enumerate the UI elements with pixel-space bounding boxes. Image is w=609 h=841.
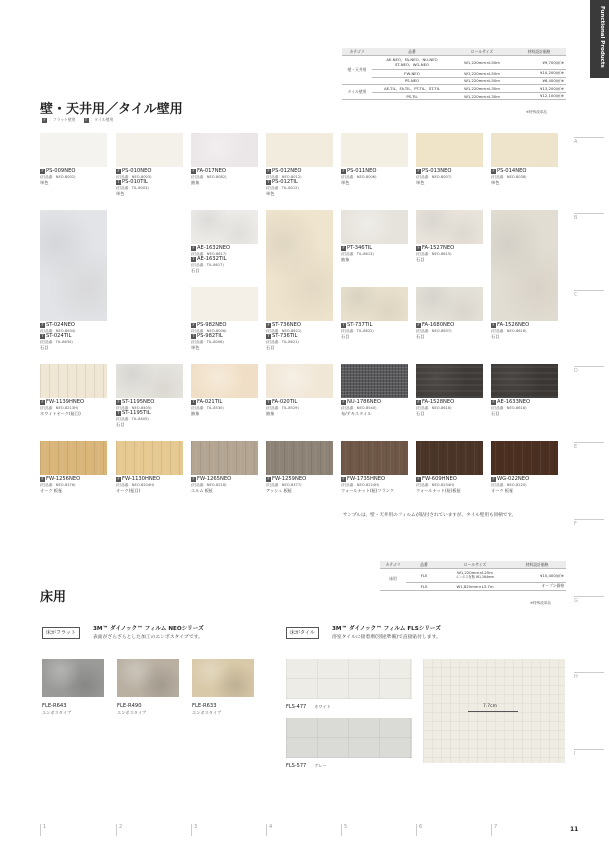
- item-pattern: 抽象: [341, 257, 350, 262]
- item-code-text: PS-013NEO: [422, 168, 452, 174]
- table-cell: W1,220mm×L50m: [452, 56, 512, 70]
- row-letter: A: [574, 137, 604, 145]
- item-code-text: PS-011NEO: [347, 168, 377, 174]
- item-code-text: FA-021TIL: [197, 399, 223, 405]
- floor-desc: エンボスタイプ: [117, 710, 147, 715]
- wall-note: サンプルは、壁・天井用のフィルムが貼付されていますが、タイル壁用も同柄です。: [343, 513, 517, 518]
- item-old-code: (旧品番：NEO-8618): [416, 406, 452, 410]
- item-pattern: 単色: [266, 191, 275, 196]
- item-code-text: FW-1265NEO: [197, 476, 232, 482]
- wall-price-table: [342, 48, 566, 100]
- legend: [42, 118, 113, 123]
- item-badge: F: [41, 323, 44, 328]
- item-old-code: (旧品番：NEO-8220): [491, 483, 527, 487]
- flat-desc: 表面がざらざらとした加工のエンボスタイプです。: [93, 635, 203, 640]
- flat-tag: 床がフラット: [42, 627, 80, 639]
- floor-swatch[interactable]: [117, 659, 179, 697]
- table-header: ロールサイズ: [442, 561, 508, 569]
- floor-desc: グレー: [314, 763, 327, 768]
- table-cell: ¥9,700/㎡※: [512, 56, 566, 70]
- page-number: 11: [570, 826, 579, 833]
- table-cell: ¥10,200/㎡※: [512, 70, 566, 78]
- item-code-text: FA-017NEO: [197, 168, 226, 174]
- swatch[interactable]: [341, 210, 408, 244]
- table-cell: オープン価格: [508, 583, 566, 591]
- item-badge: F: [192, 169, 195, 174]
- table-header: カテゴリ: [342, 48, 372, 56]
- swatch[interactable]: [266, 210, 333, 321]
- item-old-code: (旧品番：NEO-8002): [40, 175, 76, 179]
- item-code-text: ST-1195NEO: [122, 399, 155, 405]
- table-cell: 壁・天井用: [342, 56, 372, 85]
- table-cell: PS-NEO: [372, 77, 452, 85]
- item-code-text: WG-022NEO: [497, 476, 530, 482]
- swatch[interactable]: [266, 133, 333, 167]
- item-badge: F: [342, 169, 345, 174]
- item-old-code: (旧品番：TIL-8617): [191, 263, 224, 267]
- swatch[interactable]: [416, 364, 483, 398]
- item-old-code: (旧品番：NEO-8213H): [40, 406, 79, 410]
- legend-flat-label: ：フラット壁用: [49, 117, 76, 123]
- table-cell: W1,820mm×L3.7m: [442, 583, 508, 591]
- item-badge: F: [117, 477, 120, 482]
- item-badge: T: [192, 400, 195, 405]
- table-row: [380, 583, 566, 591]
- table-cell: FLE: [406, 569, 442, 583]
- item-old-code: (旧品番：TIL-8003): [116, 186, 149, 190]
- item-badge: F: [267, 477, 270, 482]
- table-cell: [442, 569, 508, 583]
- item-pattern: 石目: [491, 334, 500, 339]
- legend-tile-label: ：タイル壁用: [90, 117, 114, 123]
- item-badge: F: [192, 477, 195, 482]
- item-pattern: 石目: [491, 411, 500, 416]
- item-old-code: (旧品番：TIL-8006): [191, 340, 224, 344]
- item-badge: F: [492, 477, 495, 482]
- swatch[interactable]: [191, 210, 258, 244]
- swatch[interactable]: [416, 210, 483, 244]
- swatch[interactable]: [341, 287, 408, 321]
- item-code-text: AE-1632NEO: [197, 245, 231, 251]
- swatch[interactable]: [191, 364, 258, 398]
- floor-code: FLE-R633: [192, 703, 217, 709]
- table-header: 品番: [406, 561, 442, 569]
- tile-tag: 床がタイル: [286, 627, 319, 639]
- table-cell: AE-NEO、FA-NEO、NU-NEO ST-NEO、WG-NEO: [372, 56, 452, 70]
- item-code-text: ST-1195TIL: [122, 410, 151, 416]
- item-code-text: AE-1632TIL: [197, 256, 227, 262]
- item-code-text: FA-1527NEO: [422, 245, 455, 251]
- swatch[interactable]: [40, 210, 107, 321]
- item-code-text: FW-1256NEO: [46, 476, 81, 482]
- column-number: 6: [416, 824, 422, 836]
- table-cell: ¥12,100/㎡※: [512, 92, 566, 100]
- item-old-code: (旧品番：NEO-8540): [341, 406, 377, 410]
- item-badge: F: [41, 477, 44, 482]
- item-old-code: (旧品番：TIL-8621): [266, 340, 299, 344]
- item-code-text: FW-1139HNEO: [46, 399, 85, 405]
- floor-title: 床用: [40, 590, 67, 605]
- item-old-code: (旧品番：NEO-8634): [40, 329, 76, 333]
- floor-code: FLS-477: [286, 704, 307, 710]
- item-old-code: (旧品番：NEO-8218): [191, 483, 227, 487]
- floor-label: [286, 763, 327, 769]
- tile-series: 3M™ ダイノック™ フィルム FLSシリーズ: [332, 626, 441, 632]
- table-cell: ¥15,400/㎡※: [508, 569, 566, 583]
- item-code-text: NU-1786NEO: [347, 399, 381, 405]
- swatch[interactable]: [416, 133, 483, 167]
- item-badge: F: [417, 323, 420, 328]
- page-title: 壁・天井用／タイル壁用: [40, 102, 183, 117]
- floor-code: FLE-R490: [117, 703, 142, 709]
- floor-desc: エンボスタイプ: [42, 710, 72, 715]
- item-old-code: (旧品番：NEO-8618): [491, 406, 527, 410]
- item-old-code: (旧品番：NEO-8006): [341, 175, 377, 179]
- item-pattern: 単色: [491, 180, 500, 185]
- swatch[interactable]: [491, 210, 558, 321]
- table-cell: AE-TIL、FA-TIL、PT-TIL、ST-TIL: [372, 85, 452, 93]
- item-code-text: AE-1633NEO: [497, 399, 531, 405]
- table-cell: タイル壁用: [342, 85, 372, 100]
- item-badge: F: [192, 323, 195, 328]
- swatch[interactable]: [191, 133, 258, 167]
- floor-swatch[interactable]: [286, 718, 412, 758]
- table-row: [342, 77, 566, 85]
- item-badge: F: [417, 400, 420, 405]
- item-code-text: PS-009NEO: [46, 168, 76, 174]
- item-badge: T: [192, 334, 195, 339]
- swatch[interactable]: [416, 287, 483, 321]
- item-badge: F: [492, 169, 495, 174]
- item-badge: T: [41, 334, 44, 339]
- item-old-code: (旧品番：NEO-8376): [40, 483, 76, 487]
- item-pattern: 単色: [116, 191, 125, 196]
- swatch[interactable]: [191, 287, 258, 321]
- flat-badge: F: [43, 118, 46, 122]
- row-letter: E: [574, 442, 604, 450]
- item-old-code: (旧品番：TIL-8405): [116, 417, 149, 421]
- item-code-text: ST-736TIL: [272, 333, 298, 339]
- column-number: 7: [491, 824, 497, 836]
- item-badge: T: [192, 257, 195, 262]
- item-pattern: 単色: [416, 180, 425, 185]
- swatch[interactable]: [491, 364, 558, 398]
- size-main: W1,220mm×L25m: [457, 570, 493, 576]
- tile-desc: 浴室タイルに接着剤(別途準備)で直接貼付します。: [332, 635, 441, 640]
- item-pattern: 単色: [341, 180, 350, 185]
- item-code-text: PS-012NEO: [272, 168, 302, 174]
- item-code-text: ST-024NEO: [46, 322, 75, 328]
- item-old-code: (旧品番：TIL-8529): [266, 406, 299, 410]
- item-old-code: (旧品番：NEO-8224H): [341, 483, 380, 487]
- item-badge: F: [117, 400, 120, 405]
- swatch[interactable]: [116, 364, 183, 398]
- item-old-code: (旧品番：NEO-8006): [191, 329, 227, 333]
- table-row: [342, 85, 566, 93]
- item-old-code: (旧品番：NEO-8621): [266, 329, 302, 333]
- item-pattern: 石目: [416, 257, 425, 262]
- item-badge: F: [342, 246, 345, 251]
- item-badge: T: [267, 334, 270, 339]
- row-letter: H: [574, 672, 604, 680]
- item-badge: F: [267, 169, 270, 174]
- row-letter: D: [574, 366, 604, 374]
- item-badge: F: [117, 169, 120, 174]
- item-pattern: 石目: [341, 334, 350, 339]
- item-pattern: 抽象: [191, 180, 200, 185]
- item-old-code: (旧品番：NEO-8405): [116, 406, 152, 410]
- table-cell: PS-TIL: [372, 92, 452, 100]
- item-old-code: (旧品番：TIL-8012): [266, 186, 299, 190]
- floor-code: FLS-577: [286, 763, 307, 769]
- item-code-text: FA-1528NEO: [422, 399, 455, 405]
- item-code-text: ST-736NEO: [272, 322, 301, 328]
- item-code-text: ST-024TIL: [46, 333, 72, 339]
- item-pattern: 石目: [116, 422, 125, 427]
- item-code-text: FW-1130HNEO: [122, 476, 161, 482]
- item-code-text: FA-020TIL: [272, 399, 298, 405]
- row-letter: B: [574, 213, 604, 221]
- item-pattern: オーク 板柾: [491, 488, 514, 493]
- item-pattern: 石目: [266, 345, 275, 350]
- swatch[interactable]: [341, 364, 408, 398]
- item-badge: F: [41, 169, 44, 174]
- item-badge: T: [117, 411, 120, 416]
- table-cell: ¥13,200/㎡※: [512, 85, 566, 93]
- item-old-code: (旧品番：NEO-8038): [491, 175, 527, 179]
- swatch[interactable]: [40, 133, 107, 167]
- swatch[interactable]: [416, 441, 483, 475]
- item-pattern: 単色: [191, 345, 200, 350]
- table-row: [342, 92, 566, 100]
- floor-swatch[interactable]: [192, 659, 254, 697]
- item-pattern: 石目: [416, 411, 425, 416]
- item-old-code: (旧品番：TIL-8613): [341, 252, 374, 256]
- item-badge: T: [267, 400, 270, 405]
- item-badge: T: [117, 180, 120, 185]
- tile-badge: T: [84, 118, 88, 122]
- item-badge: F: [417, 477, 420, 482]
- item-pattern: ウォールナット(柾)フランク: [341, 488, 395, 493]
- column-number: 2: [116, 824, 122, 836]
- item-pattern: ホワイトオーク(柾目): [40, 411, 81, 416]
- item-code-text: FA-1680NEO: [422, 322, 455, 328]
- item-pattern: オーク 板柾: [40, 488, 63, 493]
- item-code-text: PS-982TIL: [197, 333, 223, 339]
- item-old-code: (旧品番：NEO-8082): [191, 175, 227, 179]
- item-code-text: PS-012TIL: [272, 179, 298, 185]
- item-code-text: PT-346TIL: [347, 245, 373, 251]
- floor-swatch[interactable]: [42, 659, 104, 697]
- table-cell: FW-NEO: [372, 70, 452, 78]
- table-cell: W1,220mm×L50m: [452, 77, 512, 85]
- item-badge: F: [417, 169, 420, 174]
- item-badge: T: [342, 323, 345, 328]
- swatch[interactable]: [491, 441, 558, 475]
- row-letter: F: [574, 519, 604, 527]
- table-header: 材料設計価格: [508, 561, 566, 569]
- item-code-text: PS-010TIL: [122, 179, 148, 185]
- item-old-code: (旧品番：NEO-8617): [191, 252, 227, 256]
- table-cell: W1,220mm×L30m: [452, 92, 512, 100]
- item-old-code: (旧品番：NEO-8615): [416, 252, 452, 256]
- item-code-text: PS-010NEO: [122, 168, 152, 174]
- item-badge: F: [417, 246, 420, 251]
- floor-label: [286, 704, 331, 710]
- item-badge: F: [41, 400, 44, 405]
- dimension-label: 7.7cm: [483, 704, 498, 709]
- swatch[interactable]: [341, 441, 408, 475]
- table-cell: FLS: [406, 583, 442, 591]
- table-header: カテゴリ: [380, 561, 406, 569]
- item-pattern: 抽象: [191, 411, 200, 416]
- table-cell: W1,220mm×L30m: [452, 85, 512, 93]
- table-cell: W1,220mm×L50m: [452, 70, 512, 78]
- item-code-text: FW-1259NEO: [272, 476, 307, 482]
- item-old-code: (旧品番：NEO-8012): [266, 175, 302, 179]
- item-old-code: (旧品番：NEO-8003): [116, 175, 152, 179]
- item-old-code: (旧品番：TIL-8530): [191, 406, 224, 410]
- size-sub: エンボス有無 W1,164mm: [455, 574, 495, 579]
- item-old-code: (旧品番：NEO-8377): [266, 483, 302, 487]
- swatch[interactable]: [40, 364, 107, 398]
- floor-table-note: ※特殊改革品: [530, 601, 551, 605]
- item-badge: F: [342, 400, 345, 405]
- swatch[interactable]: [116, 441, 183, 475]
- item-pattern: 石目: [416, 334, 425, 339]
- item-code-text: FW-1735HNEO: [347, 476, 386, 482]
- item-old-code: (旧品番：TIL-8622): [341, 329, 374, 333]
- item-badge: F: [492, 400, 495, 405]
- table-header: 材料設計価格: [512, 48, 566, 56]
- item-code-text: FW-609HNEO: [422, 476, 457, 482]
- swatch[interactable]: [191, 441, 258, 475]
- floor-swatch[interactable]: [286, 659, 412, 699]
- column-number: 4: [266, 824, 272, 836]
- table-cell: 床用: [380, 569, 406, 591]
- table-header-row: [380, 561, 566, 569]
- item-old-code: (旧品番：NEO-8204H): [116, 483, 155, 487]
- dimension-arrow: [468, 711, 518, 712]
- item-badge: T: [267, 180, 270, 185]
- item-old-code: (旧品番：NEO-8007): [416, 175, 452, 179]
- table-row: [342, 70, 566, 78]
- item-pattern: 単色: [40, 180, 49, 185]
- item-code-text: FA-1526NEO: [497, 322, 530, 328]
- column-number: 3: [191, 824, 197, 836]
- swatch[interactable]: [491, 133, 558, 167]
- floor-price-table: [380, 561, 566, 591]
- row-letter: I: [574, 749, 604, 757]
- swatch[interactable]: [266, 364, 333, 398]
- swatch[interactable]: [116, 133, 183, 167]
- table-header: ロールサイズ: [452, 48, 512, 56]
- item-pattern: 石目: [40, 345, 49, 350]
- column-number: 1: [40, 824, 46, 836]
- floor-desc: エンボスタイプ: [192, 710, 222, 715]
- side-tab-label: Functional Products: [599, 6, 605, 68]
- item-pattern: 抽象: [266, 411, 275, 416]
- item-pattern: 布/テキスタイル: [341, 411, 372, 416]
- wall-table-note: ※特殊改革品: [526, 110, 547, 114]
- floor-code: FLE-R643: [42, 703, 67, 709]
- table-header-row: [342, 48, 566, 56]
- item-badge: F: [267, 323, 270, 328]
- floor-desc: ホワイト: [314, 704, 331, 709]
- swatch[interactable]: [341, 133, 408, 167]
- table-header: 品番: [372, 48, 452, 56]
- item-pattern: エルム 板柾: [191, 488, 214, 493]
- item-old-code: (旧品番：NEO-8234H): [416, 483, 455, 487]
- item-pattern: オーク(柾目): [116, 488, 141, 493]
- row-letter: G: [574, 596, 604, 604]
- item-badge: F: [342, 477, 345, 482]
- item-pattern: 石目: [191, 268, 200, 273]
- item-code-text: ST-737TIL: [347, 322, 373, 328]
- table-row: [380, 569, 566, 583]
- item-pattern: アッシュ 板柾: [266, 488, 293, 493]
- swatch[interactable]: [40, 441, 107, 475]
- flat-series: 3M™ ダイノック™ フィルム NEOシリーズ: [93, 626, 204, 632]
- item-pattern: ウォールナット(柾)板柾: [416, 488, 461, 493]
- column-number: 5: [341, 824, 347, 836]
- item-old-code: (旧品番：TIL-8634): [40, 340, 73, 344]
- swatch[interactable]: [266, 441, 333, 475]
- item-old-code: (旧品番：NEO-8637): [416, 329, 452, 333]
- table-row: [342, 56, 566, 70]
- item-code-text: PS-982NEO: [197, 322, 227, 328]
- item-badge: F: [192, 246, 195, 251]
- table-cell: ¥6,400/㎡※: [512, 77, 566, 85]
- item-code-text: PS-014NEO: [497, 168, 527, 174]
- item-old-code: (旧品番：NEO-8616): [491, 329, 527, 333]
- row-letter: C: [574, 290, 604, 298]
- item-badge: F: [492, 323, 495, 328]
